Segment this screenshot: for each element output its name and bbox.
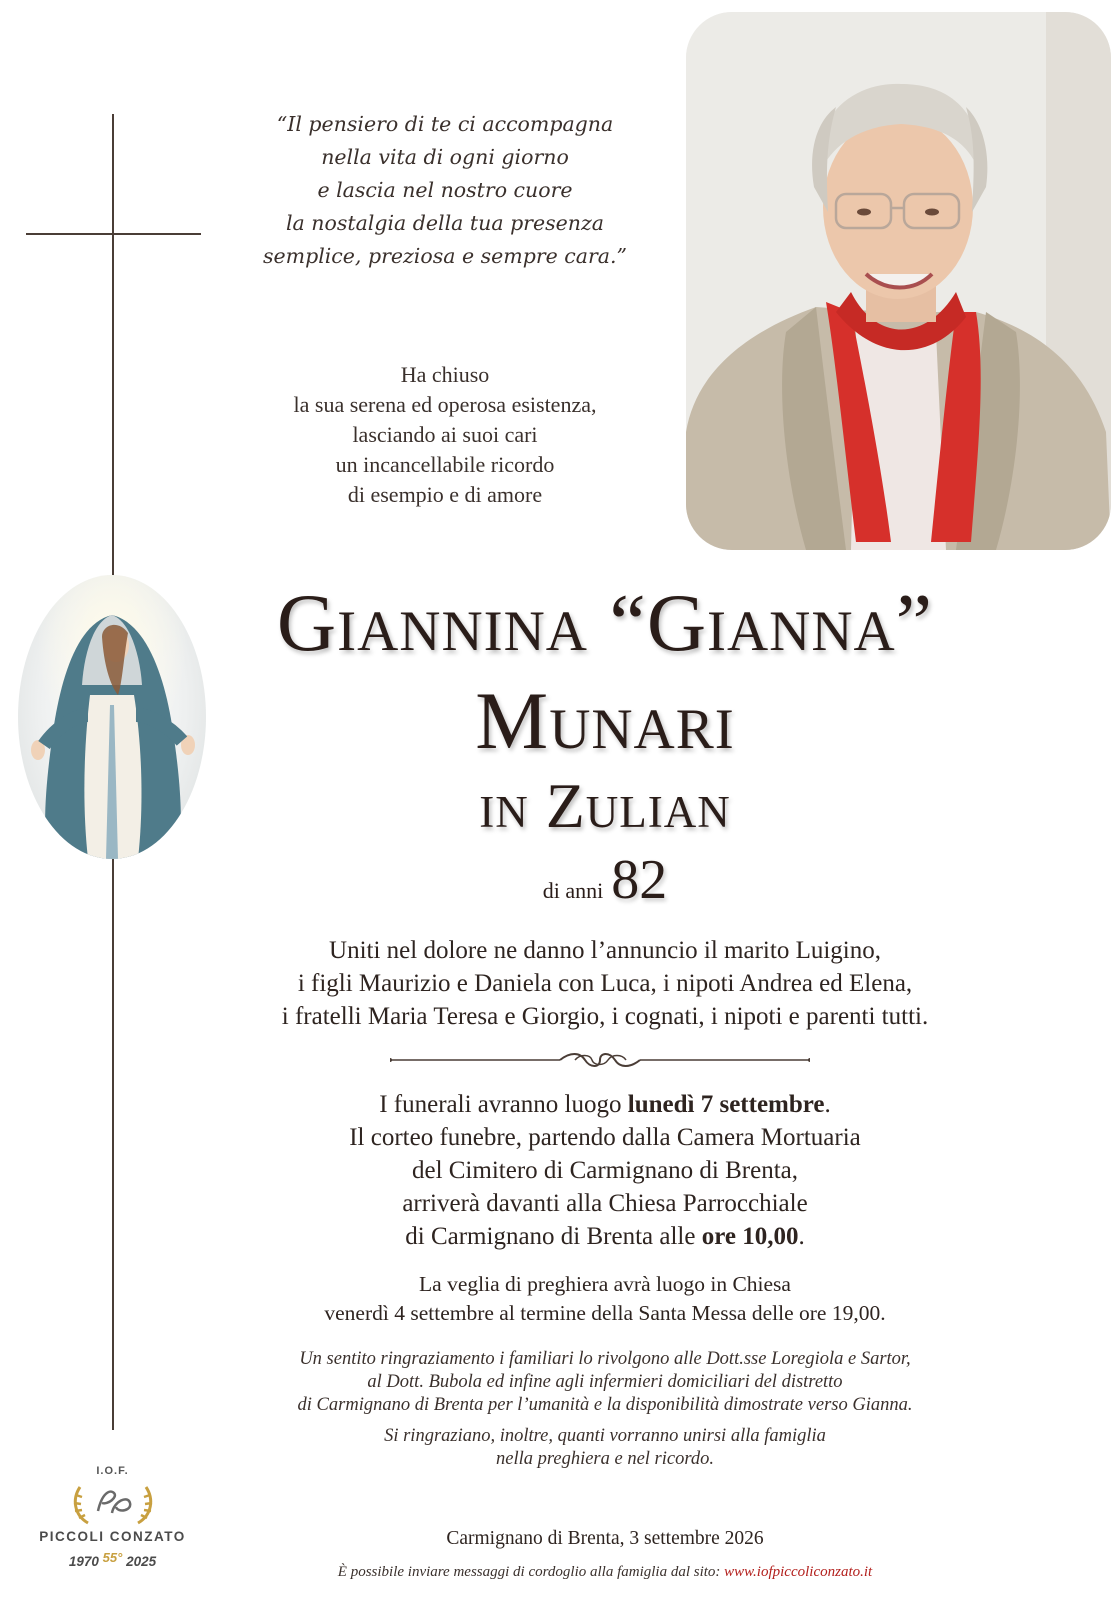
laurel-monogram-icon [68,1479,158,1527]
memorial-quote [235,108,655,273]
closing-line: la sua serena ed operosa esistenza, [293,392,597,417]
thanks-line: Si ringraziano, inoltre, quanti vorranno unirsi alla famiglia [384,1426,826,1446]
closing-line: Ha chiuso [400,362,490,387]
quote-line: “Il pensiero di te ci accompagna [276,112,614,136]
logo-years: 1970 55° 2025 [68,1550,157,1569]
condolence-website-link[interactable]: www.iofpiccoliconzato.it [724,1564,873,1580]
thanks-line: nella preghiera e nel ricordo. [495,1449,715,1469]
funeral-line: di Carmignano di Brenta alle ore 10,00. [405,1223,805,1250]
funeral-home-logo [30,1465,195,1590]
quote-line: e lascia nel nostro cuore [317,178,573,202]
deceased-age [200,848,1010,912]
announcement-line: Uniti nel dolore ne danno l’annuncio il marito Luigino, [329,937,881,964]
acknowledgements [200,1348,1010,1417]
thanks-line: Un sentito ringraziamento i familiari lo rivolgono alle Dott.sse Loregiola e Sartor, [299,1349,911,1369]
age-number: 82 [611,849,668,911]
logo-brand-name: PICCOLI CONZATO [39,1529,186,1544]
thanks-line: di Carmignano di Brenta per l’umanità e la disponibilità dimostrate verso Gianna. [297,1395,913,1415]
closing-line: un incancellabile ricordo [335,452,555,477]
vigil-line: venerdì 4 settembre al termine della Santa Messa delle ore 19,00. [324,1301,886,1325]
funeral-line: del Cimitero di Carmignano di Brenta, [411,1157,799,1184]
age-label: di anni [542,878,604,903]
quote-line: la nostalgia della tua presenza [285,211,604,235]
funeral-date: lunedì 7 settembre [627,1091,825,1118]
logo-iof-label: I.O.F. [96,1465,129,1477]
family-announcement [200,934,1010,1033]
madonna-image [18,575,206,859]
cross-icon-horizontal [26,233,201,235]
vigil-details [200,1270,1010,1328]
quote-line: semplice, preziosa e sempre cara.” [262,244,627,268]
ornament-divider-icon [390,1050,810,1070]
announcement-line: i fratelli Maria Teresa e Giorgio, i cognati, i nipoti e parenti tutti. [281,1003,929,1030]
funeral-line: Il corteo funebre, partendo dalla Camera Mortuaria [349,1124,861,1151]
closing-text [235,360,655,510]
deceased-first-name: Giannina “Gianna” [276,577,934,668]
closing-line: di esempio e di amore [347,482,543,507]
funeral-line: I funerali avranno luogo lunedì 7 settembre. [379,1091,831,1118]
funeral-line: arriverà davanti alla Chiesa Parrocchiale [402,1190,808,1217]
closing-line: lasciando ai suoi cari [352,422,538,447]
vigil-line: La veglia di preghiera avrà luogo in Chiesa [419,1272,791,1296]
quote-line: nella vita di ogni giorno [321,145,569,169]
funeral-details [200,1088,1010,1253]
acknowledgements-secondary [200,1425,1010,1471]
announcement-line: i figli Maurizio e Daniela con Luca, i nipoti Andrea ed Elena, [297,970,913,997]
funeral-time: ore 10,00 [701,1223,799,1250]
thanks-line: al Dott. Bubola ed infine agli infermieri domiciliari del distretto [367,1372,843,1392]
deceased-married-name: in Zulian [479,770,731,841]
portrait-photo [686,12,1111,550]
deceased-surname: Munari [475,675,735,766]
condolence-note: È possibile inviare messaggi di cordoglio alla famiglia dal sito: www.iofpiccoliconzato.it [337,1564,873,1580]
place-and-date: Carmignano di Brenta, 3 settembre 2026 [446,1528,764,1549]
